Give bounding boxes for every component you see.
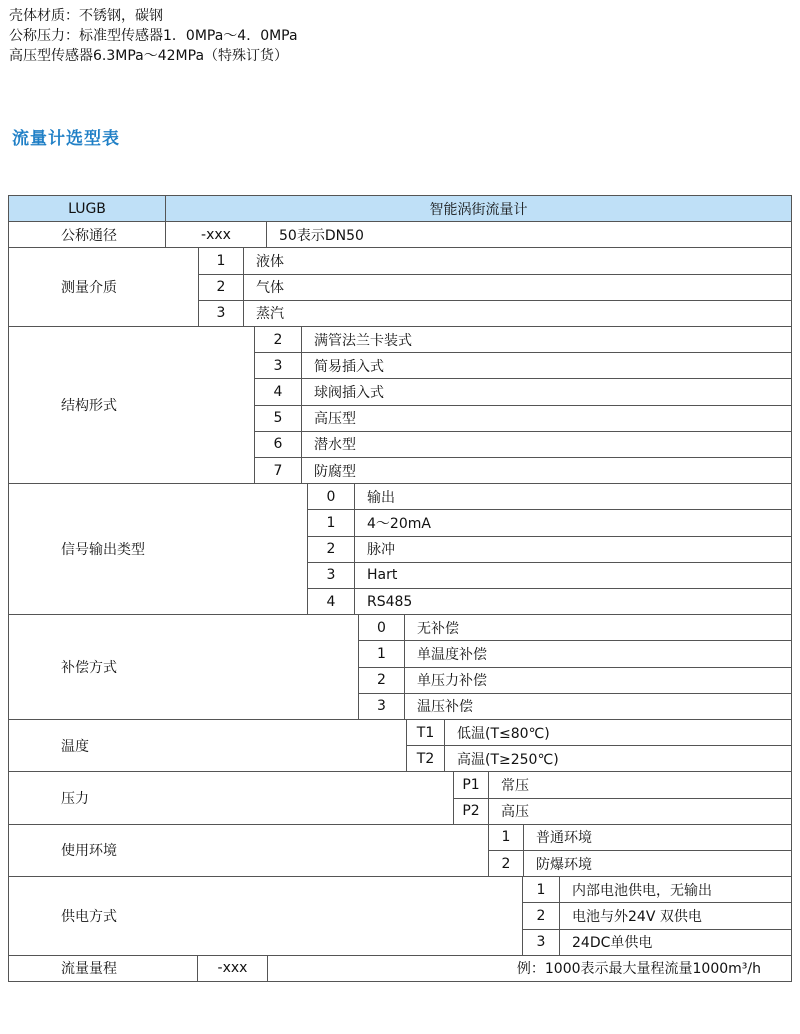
option-desc: 液体 <box>243 247 792 274</box>
option-code: 1 <box>198 247 244 274</box>
option-code: 6 <box>254 431 302 458</box>
option-code: 7 <box>254 457 302 484</box>
option-code: 1 <box>307 509 355 536</box>
header-model-cell: LUGB <box>8 195 166 222</box>
flow-range-code: -xxx <box>197 955 268 982</box>
option-desc: 无补偿 <box>404 614 792 641</box>
option-desc: 温压补偿 <box>404 693 792 720</box>
option-code: 2 <box>522 902 560 929</box>
group-label: 供电方式 <box>8 876 523 956</box>
option-code: P2 <box>453 798 489 825</box>
flowmeter-selection-table <box>8 195 792 1021</box>
option-desc: 高压 <box>488 798 792 825</box>
option-code: 0 <box>358 614 405 641</box>
option-desc: RS485 <box>354 588 792 615</box>
option-desc: 内部电池供电，无输出 <box>559 876 792 903</box>
option-code: 5 <box>254 405 302 432</box>
option-code: 2 <box>358 667 405 694</box>
option-desc: Hart <box>354 562 792 589</box>
option-desc: 防爆环境 <box>523 850 792 877</box>
option-desc: 常压 <box>488 771 792 798</box>
option-desc: 满管法兰卡装式 <box>301 326 792 353</box>
option-code: 3 <box>198 300 244 327</box>
option-code: 2 <box>307 536 355 563</box>
option-desc: 4～20mA <box>354 509 792 536</box>
option-code: 1 <box>358 640 405 667</box>
group-label: 温度 <box>8 719 407 772</box>
option-desc: 单压力补偿 <box>404 667 792 694</box>
option-desc: 输出 <box>354 483 792 510</box>
header-name-cell: 智能涡街流量计 <box>165 195 792 222</box>
selection-table-title: 流量计选型表 <box>12 129 120 149</box>
option-code: 2 <box>254 326 302 353</box>
flow-range-label: 流量量程 <box>8 955 198 982</box>
option-desc: 24DC单供电 <box>559 929 792 956</box>
option-code: P1 <box>453 771 489 798</box>
option-desc: 气体 <box>243 274 792 301</box>
option-code: T1 <box>406 719 445 746</box>
group-label: 测量介质 <box>8 247 199 327</box>
high-pressure-sensor-text: 高压型传感器6.3MPa～42MPa（特殊订货） <box>9 48 289 64</box>
option-desc: 蒸汽 <box>243 300 792 327</box>
nominal-diameter-desc: 50表示DN50 <box>266 221 792 248</box>
option-code: 3 <box>522 929 560 956</box>
option-desc: 防腐型 <box>301 457 792 484</box>
option-code: 4 <box>254 378 302 405</box>
option-desc: 单温度补偿 <box>404 640 792 667</box>
option-desc: 高压型 <box>301 405 792 432</box>
flow-range-desc: 例：1000表示最大量程流量1000m³/h <box>267 955 792 982</box>
option-code: 4 <box>307 588 355 615</box>
group-label: 使用环境 <box>8 824 489 877</box>
option-code: 0 <box>307 483 355 510</box>
nominal-diameter-label: 公称通径 <box>8 221 166 248</box>
option-code: 2 <box>198 274 244 301</box>
option-desc: 球阀插入式 <box>301 378 792 405</box>
option-code: 3 <box>307 562 355 589</box>
option-code: 3 <box>254 352 302 379</box>
group-label: 补偿方式 <box>8 614 359 720</box>
group-label: 压力 <box>8 771 454 824</box>
nominal-diameter-code: -xxx <box>165 221 267 248</box>
option-code: 3 <box>358 693 405 720</box>
option-code: T2 <box>406 745 445 772</box>
option-desc: 脉冲 <box>354 536 792 563</box>
housing-material-text: 壳体材质：不锈钢，碳钢 <box>9 8 163 24</box>
group-label: 信号输出类型 <box>8 483 308 615</box>
option-desc: 低温(T≤80℃) <box>444 719 792 746</box>
nominal-pressure-text: 公称压力：标准型传感器1．0MPa～4．0MPa <box>9 28 298 44</box>
option-desc: 潜水型 <box>301 431 792 458</box>
option-desc: 简易插入式 <box>301 352 792 379</box>
option-desc: 高温(T≥250℃) <box>444 745 792 772</box>
option-code: 2 <box>488 850 524 877</box>
option-code: 1 <box>488 824 524 851</box>
option-desc: 电池与外24V 双供电 <box>559 902 792 929</box>
option-code: 1 <box>522 876 560 903</box>
group-label: 结构形式 <box>8 326 255 484</box>
option-desc: 普通环境 <box>523 824 792 851</box>
